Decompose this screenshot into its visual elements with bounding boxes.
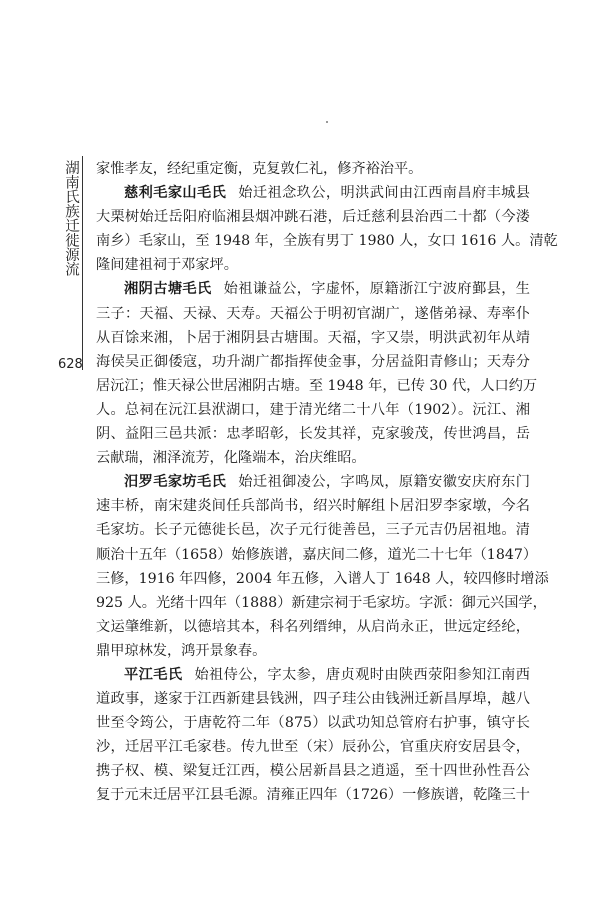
- scan-speck: [326, 121, 328, 123]
- text-line: 鼎甲琼林发，鸿开景象春。: [96, 642, 267, 659]
- text-line: 毛家坊。长子元德徙长邑，次子元行徙善邑，三子元吉仍居祖地。清: [96, 522, 530, 539]
- text-line: 隆间建祖祠于邓家坪。: [96, 257, 238, 274]
- text-line: 三子：天福、天禄、天寿。天福公于明初官湖广，遂偕弟禄、寿率仆: [96, 305, 530, 322]
- text-line: 汨罗毛家坊毛氏 始迁祖御凌公，字鸣凤，原籍安徽安庆府东门: [124, 474, 530, 491]
- section-heading: 平江毛氏: [124, 666, 183, 683]
- body-text: [96, 157, 558, 808]
- text-line: 大栗树始迁岳阳府临湘县烟冲跳石港，后迁慈利县治西二十都（今溇: [96, 209, 530, 226]
- text-line: 南乡）毛家山，至 1948 年，全族有男丁 1980 人，女口 1616 人。清乾: [96, 233, 558, 250]
- margin-rule: [82, 156, 83, 370]
- text-line: 925 人。光绪十四年（1888）新建宗祠于毛家坊。字派：御元兴国学，: [96, 594, 547, 611]
- running-title: 湖南氏族迁徙源流: [63, 160, 79, 276]
- text-line: 文运肇维新，以德培其本，科名列缙绅，从启尚永正，世远定经纶，: [96, 618, 530, 635]
- text-line: 湘阴古塘毛氏 始祖谦益公，字虚怀，原籍浙江宁波府鄞县，生: [124, 281, 530, 298]
- text-line: 顺治十五年（1658）始修族谱，嘉庆间二修，道光二十七年（1847）: [96, 546, 538, 563]
- text-line: 三修，1916 年四修，2004 年五修，入谱人丁 1648 人，较四修时增添: [96, 570, 549, 587]
- text-line: 海侯吴正御倭寇，功升湖广都指挥使金事，分居益阳青修山；天寿分: [96, 353, 530, 370]
- text-line: 从百馀来湘，卜居于湘阴县古塘围。天福，字又崇，明洪武初年从靖: [96, 329, 530, 346]
- text-line: 慈利毛家山毛氏 始迁祖念玖公，明洪武间由江西南昌府丰城县: [124, 185, 530, 202]
- text-line: 居沅江；惟天禄公世居湘阴古塘。至 1948 年，已传 30 代，人口约万: [96, 377, 538, 394]
- text-line: 阴、益阳三邑共派：忠孝昭彰，长发其祥，克家骏茂，传世鸿昌，岳: [96, 426, 530, 443]
- section-heading: 慈利毛家山毛氏: [124, 185, 227, 202]
- text-line: 沙，迁居平江毛家巷。传九世至（宋）辰孙公，官重庆府安居县令，: [96, 739, 530, 756]
- text-line: 道政事，遂家于江西新建县钱洲，四子珪公由钱洲迁新昌厚埠，越八: [96, 691, 530, 708]
- text-line: 复于元末迁居平江县毛源。清雍正四年（1726）一修族谱，乾隆三十: [96, 787, 530, 804]
- section-heading: 湘阴古塘毛氏: [124, 281, 212, 298]
- text-line: 携子权、模、梁复迁江西，模公居新昌县之逍遥，至十四世孙性吾公: [96, 763, 530, 780]
- text-line: 云献瑞，湘泽流芳，化隆端本，治庆维昭。: [96, 450, 366, 467]
- text-line: 速丰桥，南宋建炎间任兵部尚书，绍兴时解组卜居汨罗李家墩，今名: [96, 498, 530, 515]
- text-line: 人。总祠在沅江县洑湖口，建于清光绪二十八年（1902）。沅江、湘: [96, 401, 530, 418]
- page-number: 628: [58, 357, 83, 372]
- text-line: 平江毛氏 始祖侍公，字太参，唐贞观时由陕西荥阳参知江南西: [124, 666, 530, 683]
- text-line: 家惟孝友，经纪重定衡，克复敦仁礼，修齐裕治平。: [96, 161, 423, 177]
- section-heading: 汨罗毛家坊毛氏: [124, 474, 227, 491]
- text-line: 世至令筠公，于唐乾符二年（875）以武功知总管府右护事，镇守长: [96, 715, 530, 732]
